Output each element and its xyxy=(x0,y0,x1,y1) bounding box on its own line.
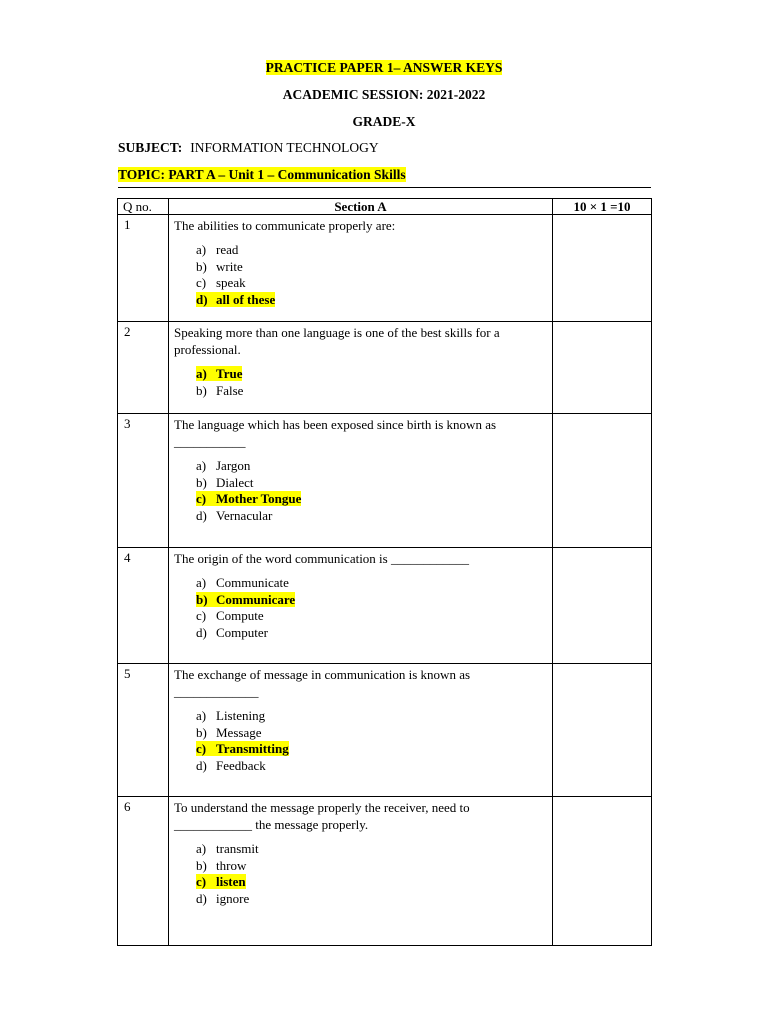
option-letter: a) xyxy=(196,575,207,590)
option-text: throw xyxy=(216,857,247,873)
question-cell xyxy=(169,215,553,322)
question-text: The origin of the word communication is ____________ xyxy=(174,551,469,566)
option-text: Message xyxy=(216,724,262,740)
subject-label: SUBJECT: xyxy=(118,140,183,155)
option-text: Jargon xyxy=(216,458,251,473)
correct-option xyxy=(196,874,547,891)
option xyxy=(196,458,547,475)
option-text: listen xyxy=(216,874,246,890)
table-header-row xyxy=(118,199,652,215)
option-letter: d) xyxy=(196,508,207,524)
marks-cell xyxy=(553,414,652,548)
question-number: 4 xyxy=(118,548,169,664)
correct-option xyxy=(196,366,547,383)
option-letter: c) xyxy=(196,874,207,890)
option xyxy=(196,708,547,725)
option-text: Vernacular xyxy=(216,508,273,524)
option-letter: b) xyxy=(196,382,207,398)
option-letter: c) xyxy=(196,275,207,291)
correct-option xyxy=(196,292,547,309)
question-number: 5 xyxy=(118,664,169,797)
option-letter: d) xyxy=(196,758,207,774)
option-text: transmit xyxy=(216,841,259,856)
option-text: Transmitting xyxy=(216,741,289,757)
header-divider xyxy=(118,187,651,188)
option-letter: a) xyxy=(196,708,207,723)
option-letter: d) xyxy=(196,891,207,907)
option xyxy=(196,383,547,400)
marks-cell xyxy=(553,664,652,797)
option xyxy=(196,508,547,525)
table-row xyxy=(118,215,652,322)
option-letter: b) xyxy=(196,591,208,607)
table-row xyxy=(118,548,652,664)
table-row xyxy=(118,797,652,946)
option xyxy=(196,758,547,775)
option xyxy=(196,242,547,259)
option-letter: d) xyxy=(196,625,207,641)
option-text: write xyxy=(216,258,243,274)
option-text: False xyxy=(216,382,244,398)
column-header-marks: 10 × 1 =10 xyxy=(553,199,652,215)
option-letter: c) xyxy=(196,741,207,757)
option xyxy=(196,475,547,492)
option-letter: a) xyxy=(196,841,207,856)
option-letter: c) xyxy=(196,608,207,624)
correct-option xyxy=(196,491,547,508)
option-text: read xyxy=(216,242,239,257)
option-text: Listening xyxy=(216,708,266,723)
question-text: The language which has been exposed since birth is known as ___________ xyxy=(174,417,497,449)
option xyxy=(196,725,547,742)
page-title: PRACTICE PAPER 1– ANSWER KEYS xyxy=(265,60,503,75)
option-letter: b) xyxy=(196,857,207,873)
grade: GRADE-X xyxy=(352,114,416,129)
question-text: To understand the message properly the receiver, need to ____________ the message properly. xyxy=(174,800,470,832)
question-number: 2 xyxy=(118,322,169,414)
option-text: ignore xyxy=(216,891,250,907)
option-text: Feedback xyxy=(216,758,266,774)
option-list xyxy=(174,366,547,399)
subject-line xyxy=(118,140,379,156)
table-row xyxy=(118,664,652,797)
marks-cell xyxy=(553,322,652,414)
column-header-section: Section A xyxy=(169,199,553,215)
option xyxy=(196,608,547,625)
option-letter: a) xyxy=(196,458,207,473)
correct-option xyxy=(196,741,547,758)
marks-cell xyxy=(553,215,652,322)
academic-session: ACADEMIC SESSION: 2021-2022 xyxy=(282,87,486,102)
option-text: Compute xyxy=(216,608,264,624)
option-letter: a) xyxy=(196,366,207,381)
option xyxy=(196,275,547,292)
question-number: 6 xyxy=(118,797,169,946)
subject-value: INFORMATION TECHNOLOGY xyxy=(190,140,379,155)
option-letter: d) xyxy=(196,292,208,308)
question-cell xyxy=(169,322,553,414)
option xyxy=(196,575,547,592)
option-text: Dialect xyxy=(216,474,254,490)
option xyxy=(196,625,547,642)
option-text: speak xyxy=(216,275,246,291)
marks-cell xyxy=(553,548,652,664)
question-cell xyxy=(169,797,553,946)
option xyxy=(196,858,547,875)
question-cell xyxy=(169,548,553,664)
question-cell xyxy=(169,414,553,548)
option xyxy=(196,259,547,276)
question-text: The abilities to communicate properly are: xyxy=(174,218,396,233)
option-text: True xyxy=(216,366,243,381)
option-letter: c) xyxy=(196,491,207,507)
column-header-qno: Q no. xyxy=(118,199,169,215)
option-list xyxy=(174,242,547,309)
option-letter: a) xyxy=(196,242,207,257)
topic-line: TOPIC: PART A – Unit 1 – Communication Skills xyxy=(118,167,406,182)
table-row xyxy=(118,322,652,414)
option xyxy=(196,841,547,858)
option-text: Communicate xyxy=(216,575,289,590)
option xyxy=(196,891,547,908)
question-text: The exchange of message in communication is known as _____________ xyxy=(174,667,471,699)
option-letter: b) xyxy=(196,724,207,740)
option-letter: b) xyxy=(196,474,207,490)
question-number: 1 xyxy=(118,215,169,322)
option-letter: b) xyxy=(196,258,207,274)
option-list xyxy=(174,708,547,775)
option-text: Communicare xyxy=(216,591,296,607)
question-number: 3 xyxy=(118,414,169,548)
option-list xyxy=(174,575,547,642)
answer-key-table xyxy=(117,198,652,946)
option-list xyxy=(174,841,547,908)
table-row xyxy=(118,414,652,548)
option-list xyxy=(174,458,547,525)
question-text: Speaking more than one language is one of the best skills for a professional. xyxy=(174,325,500,357)
option-text: all of these xyxy=(216,292,276,308)
option-text: Mother Tongue xyxy=(216,491,302,507)
correct-option xyxy=(196,592,547,609)
question-cell xyxy=(169,664,553,797)
option-text: Computer xyxy=(216,625,268,641)
marks-cell xyxy=(553,797,652,946)
